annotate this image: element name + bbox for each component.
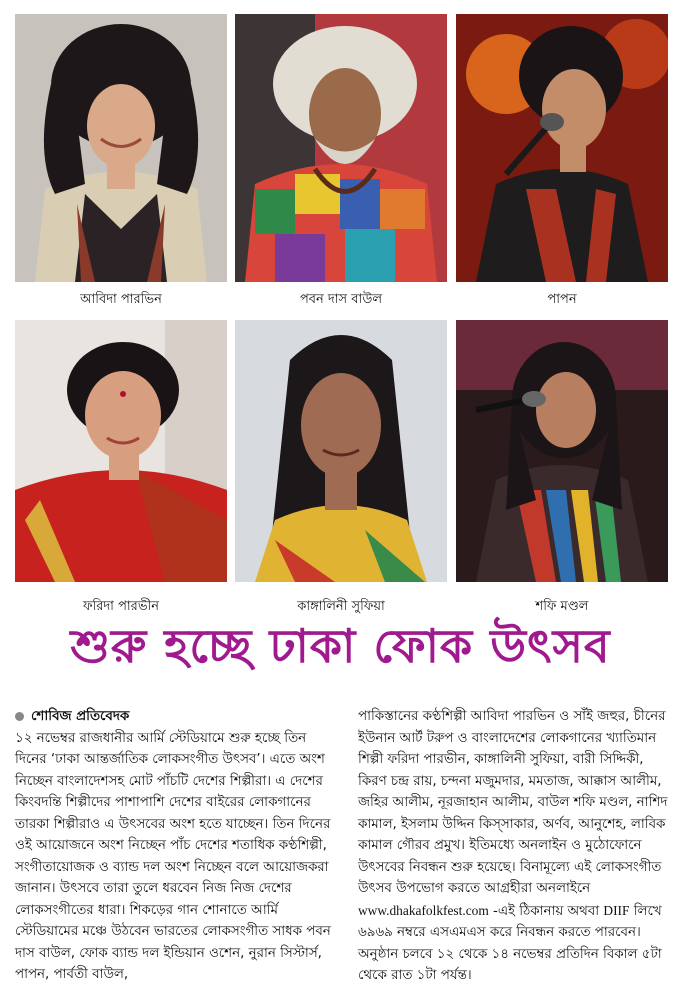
article-text-right-b: -এই ঠিকানায় অথবা: [488, 903, 604, 919]
photo-abida-parveen: [15, 14, 227, 282]
article-text-left: ১২ নভেম্বর রাজধানীর আর্মি স্টেডিয়ামে শুরু হচ্ছে তিন দিনের ‘ঢাকা আন্তর্জাতিক লোকসংগীত উৎসব’। এতে অংশ নিচ্ছেন বাংলাদেশসহ মোট পাঁচটি দেশের শিল্পীরা। এ দেশের কিংবদন্তি শিল্পীদের পাশাপাশি দেশের বাইরের লোকগানের তারকা শিল্পীরাও এ উৎসবের অংশ হতে যাচ্ছেন। তিন দিনের ওই আয়োজনে অংশ নিচ্ছেন পাঁচ দেশের শতাধিক কণ্ঠশিল্পী, সংগীতায়োজক ও ব্যান্ড দল অংশ নিচ্ছেন বলে আয়োজকরা জানান। উৎসবে তারা তুলে ধরবেন নিজ নিজ দেশের লোকসংগীতের ধারা। শিকড়ের গান শোনাতে আর্মি স্টেডিয়ামের মঞ্চে উঠবেন ভারতের লোকসংগীত সাধক পবন দাস বাউল, ফোক ব্যান্ড দল ইন্ডিয়ান ওশেন, নুরান সিস্টার্স, পাপন, পার্বতী বাউল,: [15, 730, 331, 982]
article-column-right: [358, 706, 670, 987]
photo-farida-parveen: [15, 320, 227, 582]
byline-row: [15, 706, 340, 728]
photo-caption: আবিদা পারভিন: [80, 292, 162, 307]
article-headline: শুরু হচ্ছে ঢাকা ফোক উৎসব: [70, 619, 611, 673]
byline: শোবিজ প্রতিবেদক: [31, 709, 130, 724]
article-text-right-c: লিখে ৬৯৬৯ নম্বরে এসএমএস করে নিবন্ধন করতে পারবেন। অনুষ্ঠান চলবে ১২ থেকে ১৪ নভেম্বর প্রতিদিন বিকাল ৫টা থেকে রাত ১টা পর্যন্ত।: [358, 903, 662, 983]
photo-shafi-mondal: [456, 320, 668, 582]
photo-caption: পাপন: [547, 292, 577, 307]
photo-pabon-das-baul: [235, 14, 447, 282]
photo-caption: পবন দাস বাউল: [299, 292, 383, 307]
bullet-icon: [15, 712, 24, 721]
article-text-right-a: পাকিস্তানের কণ্ঠশিল্পী আবিদা পারভিন ও সাঁই জহুর, চীনের ইউনান আর্ট টরুপ ও বাংলাদেশের লোকগানের খ্যাতিমান শিল্পী ফরিদা পারভীন, কাঙ্গালিনী সুফিয়া, বারী সিদ্দিকী, কিরণ চন্দ্র রায়, চন্দনা মজুমদার, মমতাজ, আক্কাস আলীম, জহির আলীম, নূরজাহান আলীম, বাউল শফি মণ্ডল, নাশিদ কামাল, ইসলাম উদ্দিন কিস্সাকার, অর্ণব, আনুশেহ, লাবিক কামাল গৌরব প্রমুখ। ইতিমধ্যে অনলাইন ও মুঠোফোনে উৎসবের নিবন্ধন শুরু হয়েছে। বিনামূল্যে এই লোকসংগীত উৎসব উপভোগ করতে আগ্রহীরা অনলাইনে: [358, 709, 668, 896]
photo-caption: কাঙ্গালিনী সুফিয়া: [297, 599, 385, 614]
article-column-left: [15, 706, 340, 986]
festival-url: www.dhakafolkfest.com: [358, 902, 489, 918]
photo-caption: শফি মণ্ডল: [535, 599, 589, 614]
sms-keyword: DIIF: [603, 902, 630, 918]
article-text-right: [358, 706, 670, 987]
photo-papon: [456, 14, 668, 282]
photo-kangalini-sufia: [235, 320, 447, 582]
photo-caption: ফরিদা পারভীন: [82, 599, 159, 614]
